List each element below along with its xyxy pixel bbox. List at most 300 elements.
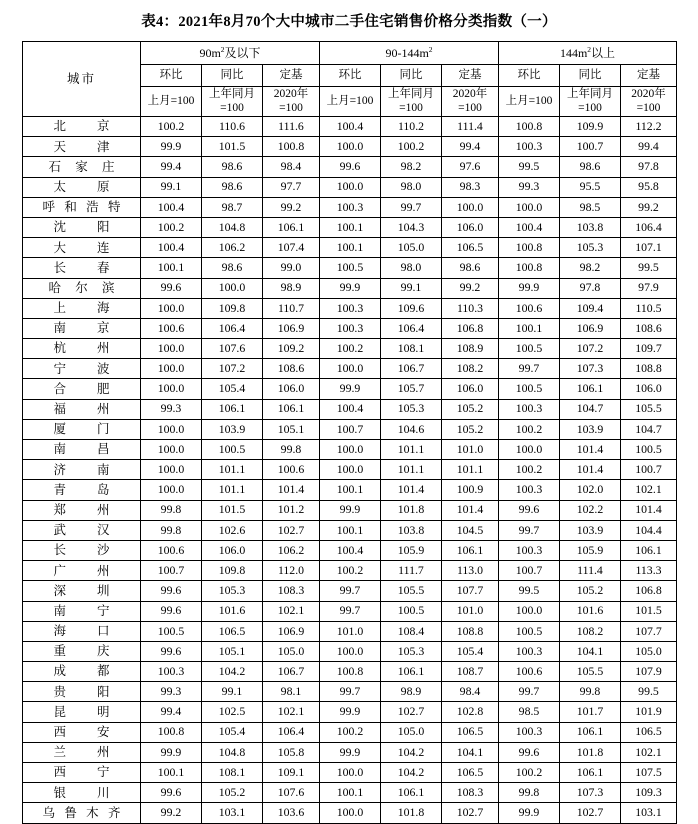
value-cell: 105.2 (560, 581, 621, 601)
value-cell: 98.7 (202, 197, 263, 217)
table-row (23, 500, 677, 520)
value-cell: 100.1 (320, 520, 381, 540)
table-row (23, 258, 677, 278)
value-cell: 100.0 (320, 359, 381, 379)
value-cell: 104.2 (381, 742, 442, 762)
value-cell: 100.4 (141, 197, 202, 217)
value-cell: 100.4 (499, 217, 560, 237)
group-header-large (499, 42, 677, 65)
value-cell: 106.9 (263, 621, 320, 641)
value-cell: 100.0 (320, 440, 381, 460)
value-cell: 105.9 (381, 540, 442, 560)
value-cell: 102.7 (560, 803, 621, 823)
value-cell: 100.0 (320, 137, 381, 157)
value-cell: 109.3 (621, 783, 677, 803)
value-cell: 102.0 (560, 480, 621, 500)
subheader-large-base: 定基 (621, 65, 677, 87)
value-cell: 100.1 (320, 480, 381, 500)
value-cell: 100.0 (141, 379, 202, 399)
value-cell: 98.6 (442, 258, 499, 278)
value-cell: 109.1 (263, 763, 320, 783)
value-cell: 106.5 (442, 238, 499, 258)
value-cell: 108.3 (442, 783, 499, 803)
group-label-large-main: 144m (559, 45, 588, 60)
value-cell: 101.0 (320, 621, 381, 641)
value-cell: 101.1 (442, 460, 499, 480)
value-cell: 101.5 (621, 601, 677, 621)
value-cell: 99.5 (499, 581, 560, 601)
group-label-small-sup: 2 (220, 44, 225, 54)
table-row (23, 581, 677, 601)
city-name-cell (23, 238, 141, 258)
value-cell: 105.3 (560, 238, 621, 258)
city-name-cell (23, 440, 141, 460)
value-cell: 111.7 (381, 561, 442, 581)
value-cell: 100.8 (263, 137, 320, 157)
city-name-cell (23, 500, 141, 520)
value-cell: 108.1 (381, 339, 442, 359)
value-cell: 99.6 (141, 783, 202, 803)
value-cell: 106.2 (263, 540, 320, 560)
value-cell: 99.8 (141, 520, 202, 540)
value-cell: 103.8 (560, 217, 621, 237)
city-name-cell (23, 117, 141, 137)
table-row (23, 480, 677, 500)
city-name: 成 都 (53, 664, 110, 679)
value-cell: 105.7 (381, 379, 442, 399)
city-name: 福 州 (53, 402, 110, 417)
value-cell: 98.5 (499, 702, 560, 722)
value-cell: 101.5 (202, 137, 263, 157)
city-name: 重 庆 (53, 644, 110, 659)
value-cell: 100.0 (141, 419, 202, 439)
value-cell: 101.5 (202, 500, 263, 520)
city-name-cell (23, 197, 141, 217)
value-cell: 105.0 (263, 641, 320, 661)
value-cell: 109.4 (560, 298, 621, 318)
value-cell: 101.8 (560, 742, 621, 762)
value-cell: 100.7 (560, 137, 621, 157)
value-cell: 99.6 (320, 157, 381, 177)
value-cell: 98.4 (442, 682, 499, 702)
value-cell: 100.2 (141, 217, 202, 237)
value-cell: 101.0 (442, 440, 499, 460)
value-cell: 100.6 (263, 460, 320, 480)
value-cell: 100.2 (141, 117, 202, 137)
value-cell: 101.4 (381, 480, 442, 500)
value-cell: 99.3 (141, 399, 202, 419)
city-name-cell (23, 742, 141, 762)
value-cell: 100.0 (320, 803, 381, 823)
value-cell: 98.5 (560, 197, 621, 217)
baseheader-medium-yoy-l1: 上年同月 (388, 87, 434, 100)
value-cell: 101.9 (621, 702, 677, 722)
value-cell: 113.3 (621, 561, 677, 581)
value-cell: 106.4 (381, 318, 442, 338)
value-cell: 104.1 (560, 641, 621, 661)
city-name: 杭 州 (53, 341, 110, 356)
value-cell: 97.7 (263, 177, 320, 197)
value-cell: 100.7 (621, 460, 677, 480)
value-cell: 99.9 (320, 500, 381, 520)
value-cell: 110.6 (202, 117, 263, 137)
city-name-cell (23, 278, 141, 298)
baseheader-small-mom (141, 87, 202, 117)
value-cell: 100.1 (141, 763, 202, 783)
table-row (23, 238, 677, 258)
value-cell: 102.7 (442, 803, 499, 823)
value-cell: 101.6 (202, 601, 263, 621)
value-cell: 100.4 (320, 540, 381, 560)
value-cell: 108.8 (442, 621, 499, 641)
city-name-cell (23, 702, 141, 722)
value-cell: 100.0 (499, 197, 560, 217)
value-cell: 106.0 (621, 379, 677, 399)
city-name: 济 南 (53, 462, 110, 477)
value-cell: 101.8 (381, 803, 442, 823)
value-cell: 100.0 (320, 763, 381, 783)
value-cell: 106.4 (202, 318, 263, 338)
value-cell: 100.3 (499, 722, 560, 742)
value-cell: 105.5 (621, 399, 677, 419)
value-cell: 102.1 (621, 480, 677, 500)
city-name: 南 京 (53, 321, 110, 336)
city-name: 太 原 (53, 179, 110, 194)
value-cell: 100.1 (320, 217, 381, 237)
table-row (23, 197, 677, 217)
value-cell: 103.8 (381, 520, 442, 540)
value-cell: 100.2 (320, 339, 381, 359)
value-cell: 105.3 (381, 399, 442, 419)
value-cell: 100.9 (442, 480, 499, 500)
value-cell: 99.2 (263, 197, 320, 217)
value-cell: 105.0 (381, 238, 442, 258)
city-name: 厦 门 (53, 422, 110, 437)
value-cell: 100.5 (499, 339, 560, 359)
city-name-cell (23, 803, 141, 823)
baseheader-medium-mom-l1: 上月=100 (326, 94, 374, 107)
baseheader-large-base-l1: 2020年 (631, 87, 666, 100)
value-cell: 99.5 (621, 258, 677, 278)
value-cell: 108.8 (621, 359, 677, 379)
baseheader-large-mom-l1: 上月=100 (505, 94, 553, 107)
baseheader-large-mom (499, 87, 560, 117)
page-title: 表4：2021年8月70个大中城市二手住宅销售价格分类指数（一） (141, 14, 557, 30)
value-cell: 105.1 (263, 419, 320, 439)
value-cell: 107.7 (621, 621, 677, 641)
city-name-cell (23, 339, 141, 359)
value-cell: 111.4 (560, 561, 621, 581)
city-name: 昆 明 (53, 704, 110, 719)
value-cell: 106.1 (263, 399, 320, 419)
value-cell: 99.4 (442, 137, 499, 157)
baseheader-small-yoy (202, 87, 263, 117)
value-cell: 102.7 (381, 702, 442, 722)
value-cell: 100.0 (141, 480, 202, 500)
value-cell: 107.7 (442, 581, 499, 601)
value-cell: 104.3 (381, 217, 442, 237)
group-header-small (141, 42, 320, 65)
city-name-cell (23, 137, 141, 157)
value-cell: 100.0 (141, 359, 202, 379)
value-cell: 106.0 (263, 379, 320, 399)
value-cell: 95.5 (560, 177, 621, 197)
value-cell: 109.8 (202, 298, 263, 318)
table-header (23, 42, 677, 117)
group-label-large-sup: 2 (587, 44, 592, 54)
value-cell: 108.4 (381, 621, 442, 641)
value-cell: 107.3 (560, 359, 621, 379)
value-cell: 101.7 (560, 702, 621, 722)
value-cell: 99.7 (499, 520, 560, 540)
value-cell: 106.5 (202, 621, 263, 641)
value-cell: 102.5 (202, 702, 263, 722)
value-cell: 99.3 (141, 682, 202, 702)
value-cell: 104.7 (560, 399, 621, 419)
baseheader-large-yoy-l2: =100 (578, 101, 602, 114)
value-cell: 107.2 (560, 339, 621, 359)
value-cell: 112.0 (263, 561, 320, 581)
table-row (23, 763, 677, 783)
value-cell: 109.9 (560, 117, 621, 137)
value-cell: 101.4 (560, 440, 621, 460)
value-cell: 99.1 (141, 177, 202, 197)
value-cell: 101.2 (263, 500, 320, 520)
city-name: 乌 鲁 木 齐 (42, 805, 121, 820)
value-cell: 106.2 (202, 238, 263, 258)
table-row (23, 339, 677, 359)
value-cell: 106.0 (442, 217, 499, 237)
city-name-cell (23, 682, 141, 702)
value-cell: 104.8 (202, 742, 263, 762)
value-cell: 100.8 (499, 258, 560, 278)
value-cell: 100.0 (141, 298, 202, 318)
value-cell: 100.0 (442, 197, 499, 217)
value-cell: 100.3 (141, 662, 202, 682)
value-cell: 99.6 (499, 742, 560, 762)
value-cell: 98.0 (381, 177, 442, 197)
city-name-cell (23, 480, 141, 500)
city-name: 西 安 (53, 725, 110, 740)
baseheader-medium-base-l2: =100 (458, 101, 482, 114)
value-cell: 100.4 (320, 117, 381, 137)
value-cell: 105.2 (442, 399, 499, 419)
table-row (23, 298, 677, 318)
table-row (23, 803, 677, 823)
value-cell: 99.3 (499, 177, 560, 197)
value-cell: 108.2 (442, 359, 499, 379)
value-cell: 103.9 (202, 419, 263, 439)
value-cell: 100.3 (320, 318, 381, 338)
value-cell: 106.8 (621, 581, 677, 601)
table-row (23, 783, 677, 803)
value-cell: 100.5 (141, 621, 202, 641)
table-row (23, 742, 677, 762)
city-name: 天 津 (53, 139, 110, 154)
city-name: 宁 波 (53, 361, 110, 376)
table-row (23, 460, 677, 480)
value-cell: 95.8 (621, 177, 677, 197)
value-cell: 100.3 (499, 480, 560, 500)
city-name-cell (23, 783, 141, 803)
table-row (23, 621, 677, 641)
value-cell: 101.1 (381, 460, 442, 480)
city-name: 沈 阳 (53, 220, 110, 235)
group-label-medium-main: 90-144m (385, 45, 429, 60)
city-name-cell (23, 540, 141, 560)
city-name: 深 圳 (53, 583, 110, 598)
value-cell: 105.0 (621, 641, 677, 661)
baseheader-large-yoy (560, 87, 621, 117)
city-name: 兰 州 (53, 745, 110, 760)
city-name-cell (23, 561, 141, 581)
value-cell: 106.1 (442, 540, 499, 560)
value-cell: 100.0 (320, 460, 381, 480)
value-cell: 100.8 (499, 238, 560, 258)
value-cell: 97.8 (621, 157, 677, 177)
value-cell: 110.7 (263, 298, 320, 318)
value-cell: 106.1 (202, 399, 263, 419)
value-cell: 106.1 (560, 722, 621, 742)
value-cell: 99.1 (202, 682, 263, 702)
value-cell: 105.9 (560, 540, 621, 560)
value-cell: 100.2 (499, 460, 560, 480)
value-cell: 100.3 (320, 197, 381, 217)
city-name-cell (23, 581, 141, 601)
city-name-cell (23, 298, 141, 318)
group-header-medium (320, 42, 499, 65)
subheader-large-yoy: 同比 (560, 65, 621, 87)
value-cell: 106.5 (621, 722, 677, 742)
value-cell: 99.5 (499, 157, 560, 177)
value-cell: 112.2 (621, 117, 677, 137)
value-cell: 101.8 (381, 500, 442, 520)
value-cell: 106.0 (442, 379, 499, 399)
value-cell: 98.2 (381, 157, 442, 177)
value-cell: 100.3 (499, 540, 560, 560)
value-cell: 108.3 (263, 581, 320, 601)
city-name: 青 岛 (53, 482, 110, 497)
value-cell: 104.6 (381, 419, 442, 439)
value-cell: 97.6 (442, 157, 499, 177)
value-cell: 100.0 (320, 177, 381, 197)
value-cell: 100.8 (499, 117, 560, 137)
value-cell: 99.6 (141, 278, 202, 298)
value-cell: 100.7 (141, 561, 202, 581)
value-cell: 108.6 (621, 318, 677, 338)
value-cell: 104.1 (442, 742, 499, 762)
value-cell: 106.1 (621, 540, 677, 560)
value-cell: 105.1 (202, 641, 263, 661)
value-cell: 106.0 (202, 540, 263, 560)
baseheader-small-mom-l1: 上月=100 (147, 94, 195, 107)
city-name-cell (23, 641, 141, 661)
value-cell: 107.4 (263, 238, 320, 258)
value-cell: 103.9 (560, 520, 621, 540)
value-cell: 100.6 (141, 540, 202, 560)
value-cell: 101.1 (381, 440, 442, 460)
value-cell: 107.2 (202, 359, 263, 379)
table-row (23, 662, 677, 682)
baseheader-medium-base-l1: 2020年 (452, 87, 488, 100)
value-cell: 109.8 (202, 561, 263, 581)
value-cell: 99.5 (621, 682, 677, 702)
value-cell: 100.0 (320, 641, 381, 661)
value-cell: 107.1 (621, 238, 677, 258)
value-cell: 103.1 (202, 803, 263, 823)
value-cell: 101.4 (560, 460, 621, 480)
city-name: 南 宁 (53, 603, 110, 618)
baseheader-large-yoy-l1: 上年同月 (567, 87, 613, 100)
baseheader-small-base-l1: 2020年 (273, 87, 309, 100)
baseheader-small-base-l2: =100 (279, 101, 303, 114)
value-cell: 100.8 (320, 662, 381, 682)
value-cell: 99.9 (320, 702, 381, 722)
city-name-cell (23, 520, 141, 540)
value-cell: 100.6 (141, 318, 202, 338)
city-name: 上 海 (53, 301, 110, 316)
value-cell: 105.2 (442, 419, 499, 439)
city-name-cell (23, 258, 141, 278)
value-cell: 100.1 (320, 238, 381, 258)
value-cell: 100.4 (141, 238, 202, 258)
value-cell: 110.5 (621, 298, 677, 318)
value-cell: 99.2 (442, 278, 499, 298)
subheader-small-mom: 环比 (141, 65, 202, 87)
value-cell: 99.8 (263, 440, 320, 460)
baseheader-small-yoy-l2: =100 (220, 101, 244, 114)
value-cell: 104.4 (621, 520, 677, 540)
city-name-cell (23, 157, 141, 177)
value-cell: 102.1 (263, 702, 320, 722)
value-cell: 99.4 (141, 157, 202, 177)
value-cell: 99.2 (621, 197, 677, 217)
value-cell: 109.2 (263, 339, 320, 359)
city-name: 银 川 (53, 785, 110, 800)
table-body (23, 117, 677, 824)
value-cell: 100.7 (320, 419, 381, 439)
value-cell: 110.2 (381, 117, 442, 137)
value-cell: 106.1 (263, 217, 320, 237)
value-cell: 99.9 (320, 742, 381, 762)
baseheader-small-yoy-l1: 上年同月 (209, 87, 255, 100)
value-cell: 104.2 (202, 662, 263, 682)
subheader-small-base: 定基 (263, 65, 320, 87)
value-cell: 103.6 (263, 803, 320, 823)
value-cell: 104.2 (381, 763, 442, 783)
group-label-small-main: 90m (199, 45, 221, 60)
value-cell: 104.8 (202, 217, 263, 237)
value-cell: 99.6 (141, 601, 202, 621)
value-cell: 111.4 (442, 117, 499, 137)
value-cell: 99.2 (141, 803, 202, 823)
city-name: 长 沙 (53, 543, 110, 558)
value-cell: 108.2 (560, 621, 621, 641)
value-cell: 105.0 (381, 722, 442, 742)
table-row (23, 601, 677, 621)
value-cell: 106.5 (442, 763, 499, 783)
value-cell: 99.7 (381, 197, 442, 217)
value-cell: 105.4 (202, 722, 263, 742)
value-cell: 107.9 (621, 662, 677, 682)
value-cell: 98.4 (263, 157, 320, 177)
city-name-cell (23, 379, 141, 399)
value-cell: 100.2 (499, 419, 560, 439)
value-cell: 105.8 (263, 742, 320, 762)
value-cell: 98.9 (381, 682, 442, 702)
value-cell: 106.1 (560, 763, 621, 783)
value-cell: 100.0 (499, 440, 560, 460)
